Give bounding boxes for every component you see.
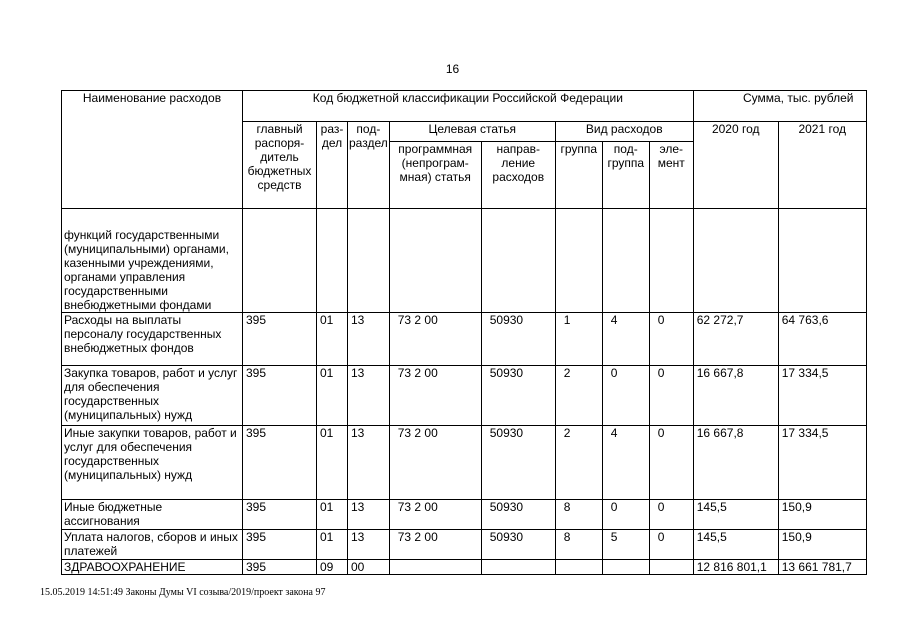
cell-gruppa [555,560,602,575]
cell-program: 73 2 00 [389,426,481,500]
cell-glav: 395 [243,530,317,560]
cell-podrazdel: 13 [348,366,390,426]
row-name: Расходы на выплаты персоналу государственных внебюджетных фондов [62,313,243,366]
cell-podgruppa: 0 [602,366,649,426]
row-name: функций государственными (муниципальными) органами, казенными учреждениями, органами управления государственными внебюджетными фондами [62,209,243,313]
cell-podrazdel: 13 [348,313,390,366]
header-glav: главный распоря-дитель бюджетных средств [243,122,317,209]
cell-razdel: 01 [317,530,348,560]
cell-napr: 50930 [481,366,555,426]
header-vid: Вид расходов [555,122,693,142]
header-gruppa: группа [555,142,602,209]
cell-gruppa: 2 [555,426,602,500]
cell-razdel: 01 [317,426,348,500]
cell-2021: 17 334,5 [778,426,866,500]
cell-glav: 395 [243,500,317,530]
row-name: Иные закупки товаров, работ и услуг для обеспечения государственных (муниципальных) нужд [62,426,243,500]
cell-element: 0 [649,530,693,560]
header-code: Код бюджетной классификации Российской Федерации [243,91,694,122]
cell-2021: 17 334,5 [778,366,866,426]
cell-razdel: 01 [317,500,348,530]
header-razdel: раз-дел [317,122,348,209]
cell-podrazdel: 13 [348,426,390,500]
cell-glav: 395 [243,366,317,426]
cell-razdel: 01 [317,313,348,366]
table-row [62,426,867,500]
cell-2020: 145,5 [693,530,778,560]
cell-2020: 16 667,8 [693,426,778,500]
cell-napr: 50930 [481,426,555,500]
cell-program: 73 2 00 [389,366,481,426]
cell-podrazdel: 13 [348,530,390,560]
header-name: Наименование расходов [62,91,243,209]
table-row [62,313,867,366]
row-name: Уплата налогов, сборов и иных платежей [62,530,243,560]
header-napravlenie: направ-ление расходов [481,142,555,209]
cell-podgruppa [602,560,649,575]
header-podgruppa: под-группа [602,142,649,209]
cell-podrazdel: 00 [348,560,390,575]
cell-glav: 395 [243,426,317,500]
cell-program: 73 2 00 [389,530,481,560]
row-name: Закупка товаров, работ и услуг для обеспечения государственных (муниципальных) нужд [62,366,243,426]
cell-napr: 50930 [481,530,555,560]
header-2020: 2020 год [693,122,778,209]
cell-2020: 145,5 [693,500,778,530]
cell-element: 0 [649,426,693,500]
cell-2020: 12 816 801,1 [693,560,778,575]
cell-glav: 395 [243,313,317,366]
cell-podgruppa: 4 [602,426,649,500]
cell-program: 73 2 00 [389,500,481,530]
cell-napr: 50930 [481,313,555,366]
row-name: ЗДРАВООХРАНЕНИЕ [62,560,243,575]
cell-podgruppa: 5 [602,530,649,560]
table-row [62,500,867,530]
cell-2020: 62 272,7 [693,313,778,366]
header-sum: Сумма, тыс. рублей [693,91,866,122]
cell-2021: 150,9 [778,530,866,560]
table-row [62,209,867,313]
cell-gruppa: 2 [555,366,602,426]
header-2021: 2021 год [778,122,866,209]
budget-table [61,90,867,575]
cell-napr [481,560,555,575]
cell-2021: 150,9 [778,500,866,530]
cell-glav: 395 [243,560,317,575]
header-programmnaya: программная (непрограм-мная) статья [389,142,481,209]
header-podrazdel: под-раздел [348,122,390,209]
table-row [62,560,867,575]
cell-gruppa: 8 [555,530,602,560]
cell-podgruppa: 0 [602,500,649,530]
cell-element: 0 [649,366,693,426]
cell-element [649,560,693,575]
cell-napr: 50930 [481,500,555,530]
cell-element: 0 [649,500,693,530]
cell-program: 73 2 00 [389,313,481,366]
footer-stamp: 15.05.2019 14:51:49 Законы Думы VI созыва/2019/проект закона 97 [40,587,326,598]
cell-element: 0 [649,313,693,366]
cell-2021: 64 763,6 [778,313,866,366]
cell-gruppa: 8 [555,500,602,530]
cell-razdel: 01 [317,366,348,426]
cell-podgruppa: 4 [602,313,649,366]
cell-razdel: 09 [317,560,348,575]
table-row [62,366,867,426]
header-celevaya: Целевая статья [389,122,555,142]
row-name: Иные бюджетные ассигнования [62,500,243,530]
cell-2021: 13 661 781,7 [778,560,866,575]
header-element: эле-мент [649,142,693,209]
cell-program [389,560,481,575]
cell-gruppa: 1 [555,313,602,366]
table-row [62,530,867,560]
page-number: 16 [445,62,460,76]
cell-podrazdel: 13 [348,500,390,530]
cell-2020: 16 667,8 [693,366,778,426]
